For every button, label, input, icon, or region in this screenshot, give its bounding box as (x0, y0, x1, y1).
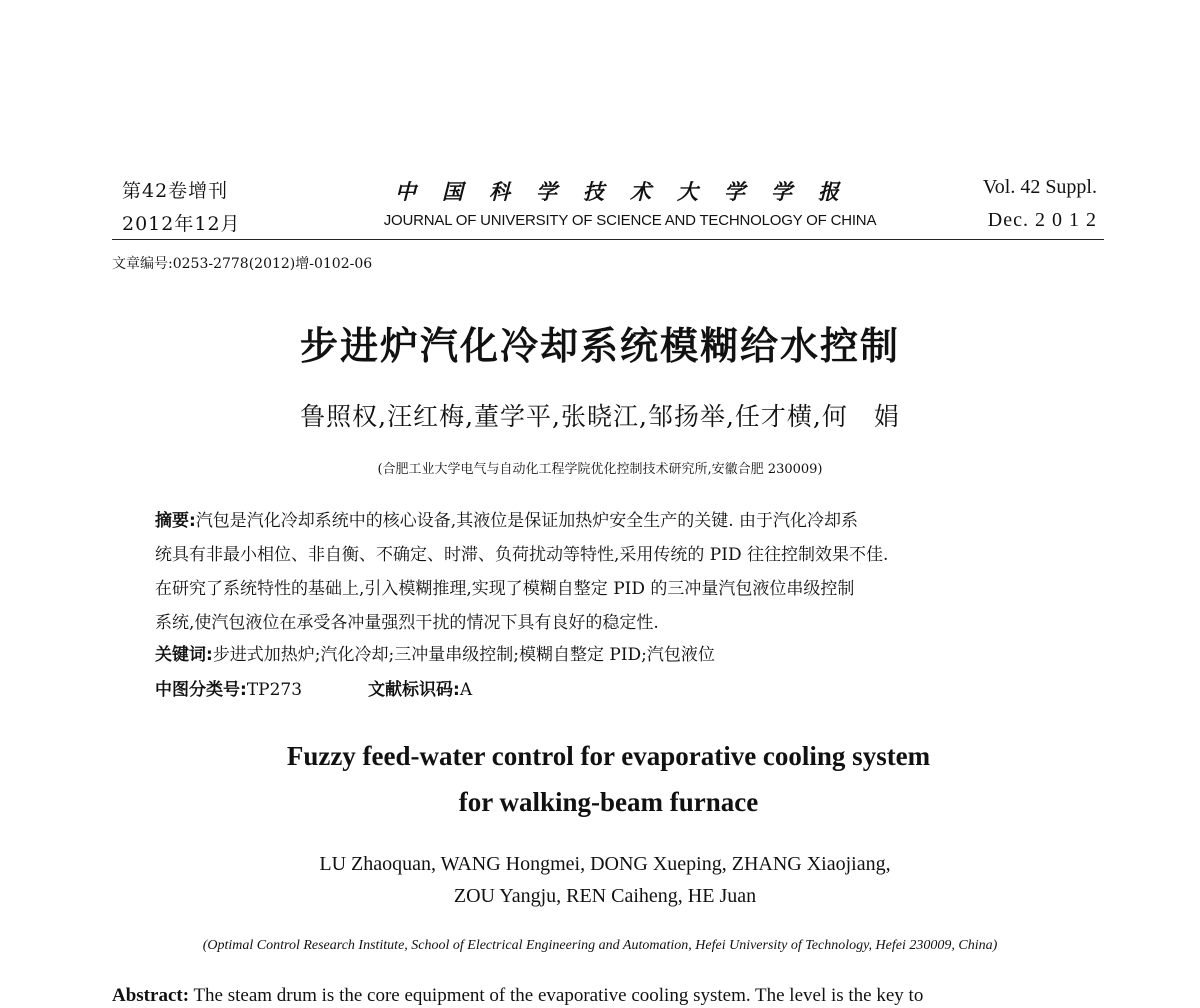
clc-value: TP273 (246, 680, 303, 700)
abstract-cn-line-1: 摘要:汽包是汽化冷却系统中的核心设备,其液位是保证加热炉安全生产的关键. 由于汽化冷却系 (155, 511, 859, 531)
abstract-cn (155, 504, 1065, 640)
affiliation-en: (Optimal Control Research Institute, School of Electrical Engineering and Automation, Hefei University of Technology, Hefei 230009, China) (202, 938, 998, 953)
abstract-en-text: The steam drum is the core equipment of the evaporative cooling system. The level is the key to (189, 985, 924, 1006)
volume-issue-en: Vol. 42 Suppl. (982, 176, 1097, 198)
abstract-cn-line-4: 系统,使汽包液位在承受各冲量强烈干扰的情况下具有良好的稳定性. (155, 613, 659, 633)
volume-issue-cn: 第42卷增刊 (122, 180, 229, 202)
paper-title-cn: 步进炉汽化冷却系统模糊给水控制 (299, 323, 900, 368)
article-number: 文章编号:0253-2778(2012)增-0102-06 (112, 256, 373, 272)
abstract-en-label: Abstract: (112, 985, 190, 1006)
keywords-cn-text: 步进式加热炉;汽化冷却;三冲量串级控制;模糊自整定 PID;汽包液位 (212, 645, 715, 665)
publication-date-en: Dec. 2 0 1 2 (987, 209, 1097, 231)
authors-en (0, 848, 1200, 912)
classification-line (155, 675, 472, 700)
doc-code-label: 文献标识码: (368, 680, 460, 700)
clc-label: 中图分类号: (155, 680, 247, 700)
keywords-cn (155, 640, 715, 665)
abstract-cn-line-3: 在研究了系统特性的基础上,引入模糊推理,实现了模糊自整定 PID 的三冲量汽包液位串级控制 (155, 579, 855, 599)
doc-code-value: A (459, 680, 473, 700)
publication-date-cn: 2012年12月 (122, 213, 241, 235)
authors-en-line-2: ZOU Yangju, REN Caiheng, HE Juan (453, 885, 757, 907)
header-rule (112, 239, 1104, 240)
paper-title-en-line-2: for walking-beam furnace (458, 787, 759, 817)
paper-title-en-line-1: Fuzzy feed-water control for evaporative cooling system (286, 741, 931, 771)
keywords-cn-label: 关键词: (155, 645, 213, 665)
affiliation-cn: (合肥工业大学电气与自动化工程学院优化控制技术研究所,安徽合肥 230009) (377, 462, 823, 477)
abstract-en (112, 985, 1112, 1007)
journal-name-en: JOURNAL OF UNIVERSITY OF SCIENCE AND TECHNOLOGY OF CHINA (383, 212, 877, 229)
authors-cn: 鲁照权,汪红梅,董学平,张晓江,邹扬举,任才横,何 娟 (300, 402, 900, 431)
paper-title-en (0, 733, 1200, 825)
authors-en-line-1: LU Zhaoquan, WANG Hongmei, DONG Xueping, ZHANG Xiaojiang, (319, 853, 891, 875)
abstract-cn-line-2: 统具有非最小相位、非自衡、不确定、时滞、负荷扰动等特性,采用传统的 PID 往往控制效果不佳. (155, 545, 889, 565)
journal-name-cn: 中国科学技术大学学报 (395, 179, 865, 204)
abstract-cn-label: 摘要: (155, 511, 196, 531)
